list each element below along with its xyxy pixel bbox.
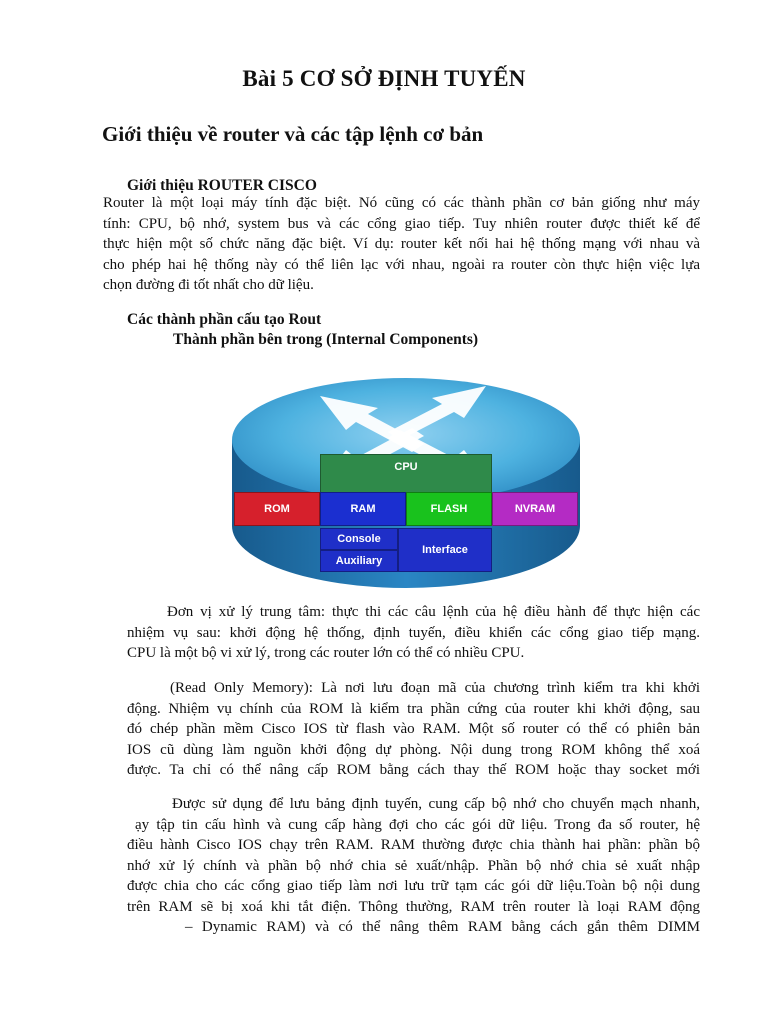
subsection-heading-internal: Thành phần bên trong (Internal Components) bbox=[173, 331, 479, 348]
text-line: nhiệm vụ sau: khởi động hệ thống, định tuyến, điều khiển các cổng giao tiếp mạng. bbox=[127, 624, 700, 641]
flash-block: FLASH bbox=[406, 492, 492, 526]
text-line: thực hiện một số chức năng đặc biệt. Ví dụ: router kết nối hai hệ thống mạng với nhau và bbox=[103, 236, 700, 252]
router-diagram bbox=[228, 356, 584, 588]
paragraph-rom bbox=[127, 699, 700, 781]
text-line: CPU là một bộ vi xử lý, trong các router lớn có thể có nhiều CPU. bbox=[127, 645, 525, 661]
text-line: điều hành Cisco IOS chạy trên RAM. RAM thường được chia thành hai phần: phần bộ bbox=[127, 837, 700, 853]
paragraph-cpu-cont bbox=[127, 623, 700, 664]
page-title: Bài 5 CƠ SỞ ĐỊNH TUYẾN bbox=[242, 66, 526, 91]
text-line: – Dynamic RAM) và có thể nâng thêm RAM bằng cách gắn thêm DIMM bbox=[185, 919, 700, 935]
cpu-block: CPU bbox=[320, 454, 492, 494]
rom-block: ROM bbox=[234, 492, 320, 526]
text-line: IOS cũ dùng làm nguồn khởi động dự phòng. Nội dung trong ROM không thể xoá bbox=[127, 741, 700, 758]
paragraph-router-intro bbox=[103, 193, 700, 296]
nvram-block: NVRAM bbox=[492, 492, 578, 526]
text-line: (Read Only Memory): Là nơi lưu đoạn mã của chương trình kiểm tra khi khởi bbox=[170, 680, 700, 696]
text-line: chọn đường đi tốt nhất cho dữ liệu. bbox=[103, 277, 314, 293]
text-line: nhớ xử lý chính và phần bộ nhớ chia sẻ xuất/nhập. Phần bộ nhớ chia sẻ xuất nhập bbox=[127, 857, 700, 874]
text-line: động. Nhiệm vụ chính của ROM là kiểm tra phần cứng của router khi khởi động, sau bbox=[127, 700, 700, 717]
text-line: tính: CPU, bộ nhớ, system bus và các cổng giao tiếp. Tuy nhiên router được thiết kế để bbox=[103, 215, 700, 232]
text-line: Đơn vị xử lý trung tâm: thực thi các câu lệnh của hệ điều hành để thực hiện các bbox=[167, 604, 700, 620]
interface-block: Interface bbox=[398, 528, 492, 572]
text-line: Được sử dụng để lưu bảng định tuyến, cung cấp bộ nhớ cho chuyển mạch nhanh, bbox=[172, 796, 700, 812]
console-block: Console bbox=[320, 528, 398, 550]
text-line: Router là một loại máy tính đặc biệt. Nó cũng có các thành phần cơ bản giống như máy bbox=[103, 195, 700, 211]
text-line: được. Ta chỉ có thể nâng cấp ROM bằng cách thay thế ROM hoặc thay socket mới bbox=[127, 762, 700, 778]
ram-block: RAM bbox=[320, 492, 406, 526]
auxiliary-block: Auxiliary bbox=[320, 550, 398, 572]
section-heading-components: Các thành phần cấu tạo Rout bbox=[127, 311, 322, 328]
paragraph-ram bbox=[127, 815, 700, 938]
text-line: đó chép phần mềm Cisco IOS từ flash vào RAM. Một số router có thể có phiên bản bbox=[127, 721, 700, 737]
paragraph-cpu bbox=[127, 602, 700, 623]
text-line: trên RAM sẽ bị xoá khi tắt điện. Thông thường, RAM trên router là loại RAM động bbox=[127, 898, 700, 915]
text-line: ạy tập tin cấu hình và cung cấp hàng đợi cho các gói dữ liệu. Trong đa số router, hệ bbox=[135, 816, 700, 833]
subtitle: Giới thiệu về router và các tập lệnh cơ bản bbox=[102, 122, 484, 146]
paragraph-rom-first bbox=[170, 678, 700, 699]
text-line: cho phép hai hệ thống này có thể liên lạc với nhau, ngoài ra router còn thực hiện việc lựa bbox=[103, 256, 700, 273]
paragraph-ram-first bbox=[172, 794, 700, 815]
section-heading-router-cisco: Giới thiệu ROUTER CISCO bbox=[127, 177, 317, 194]
text-line: được chia cho các cổng giao tiếp làm nơi lưu trữ tạm các gói dữ liệu.Toàn bộ nội dung bbox=[127, 878, 700, 894]
